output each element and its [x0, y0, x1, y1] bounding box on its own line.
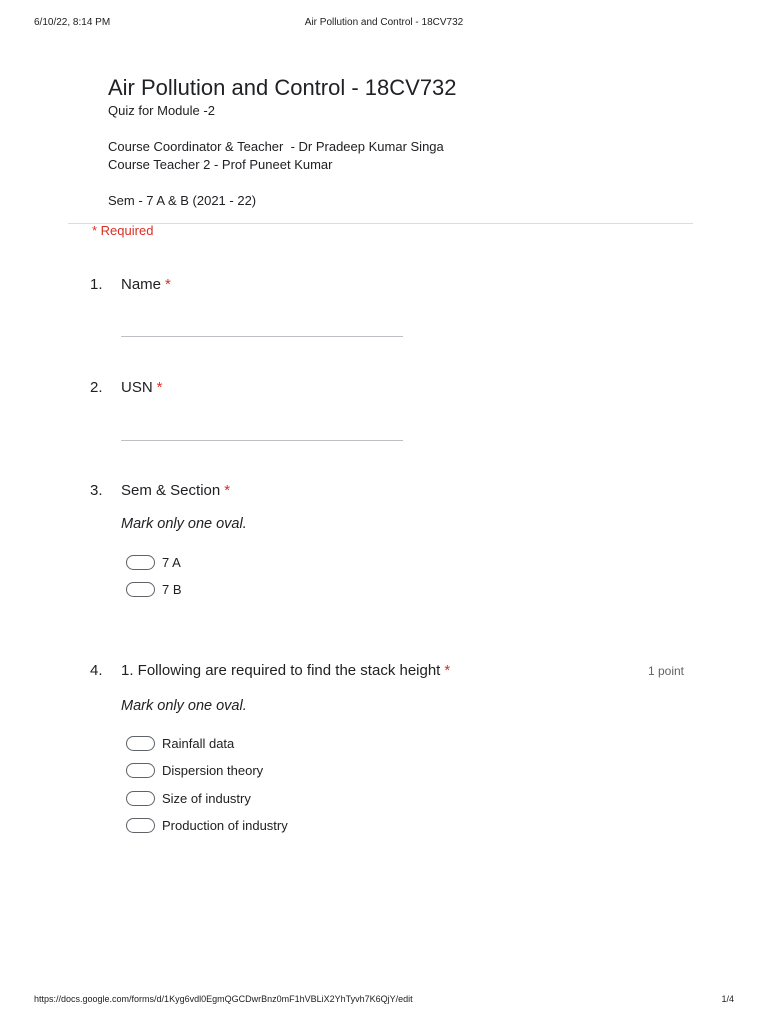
form-description-sem: Sem - 7 A & B (2021 - 22) [108, 193, 257, 208]
question-hint: Mark only one oval. [121, 516, 247, 532]
question-hint: Mark only one oval. [121, 698, 247, 714]
radio-oval[interactable] [126, 582, 155, 597]
form-header [108, 74, 668, 210]
required-star: * [224, 482, 231, 499]
page-number: 1/4 [721, 994, 734, 1004]
radio-oval[interactable] [126, 791, 155, 806]
radio-oval[interactable] [126, 736, 155, 751]
question-number: 2. [90, 379, 103, 396]
question-title: Name * [121, 276, 171, 293]
required-star: * [165, 276, 171, 293]
print-url: https://docs.google.com/forms/d/1Kyg6vdl0EgmQGCDwrBnz0mF1hVBLiX2YhTyvh7K6QjY/edit [34, 994, 413, 1004]
print-datetime: 6/10/22, 8:14 PM [34, 17, 111, 28]
print-doc-title: Air Pollution and Control - 18CV732 [304, 17, 464, 28]
form-subtitle: Quiz for Module -2 [108, 103, 215, 118]
option-label: 7 B [162, 582, 182, 597]
question-title: Sem & Section * [121, 482, 231, 499]
form-description-teacher: Course Teacher 2 - Prof Puneet Kumar [108, 157, 333, 172]
option-label: 7 A [162, 555, 181, 570]
print-header [34, 17, 734, 31]
name-answer-field[interactable] [121, 336, 403, 337]
question-points: 1 point [647, 664, 684, 678]
question-title: USN * [121, 379, 163, 396]
question-name [90, 276, 690, 340]
option-label: Dispersion theory [162, 763, 264, 778]
print-footer [34, 994, 734, 1008]
radio-oval[interactable] [126, 555, 155, 570]
question-usn [90, 379, 690, 443]
question-stack-height [90, 662, 690, 842]
radio-oval[interactable] [126, 818, 155, 833]
form-title: Air Pollution and Control - 18CV732 [108, 75, 457, 100]
required-note: * Required [92, 223, 154, 238]
option-label: Rainfall data [162, 736, 235, 751]
option-label: Production of industry [162, 818, 288, 833]
header-divider [68, 223, 693, 224]
usn-answer-field[interactable] [121, 440, 403, 441]
radio-oval[interactable] [126, 763, 155, 778]
question-number: 3. [90, 482, 103, 499]
question-number: 1. [90, 276, 103, 293]
question-title: 1. Following are required to find the stack height * [121, 662, 451, 679]
question-number: 4. [90, 662, 103, 679]
question-sem-section [90, 482, 690, 602]
required-star: * [444, 662, 451, 679]
form-description-coordinator: Course Coordinator & Teacher - Dr Pradeep Kumar Singa [108, 139, 444, 154]
option-label: Size of industry [162, 791, 251, 806]
required-star: * [156, 379, 163, 396]
